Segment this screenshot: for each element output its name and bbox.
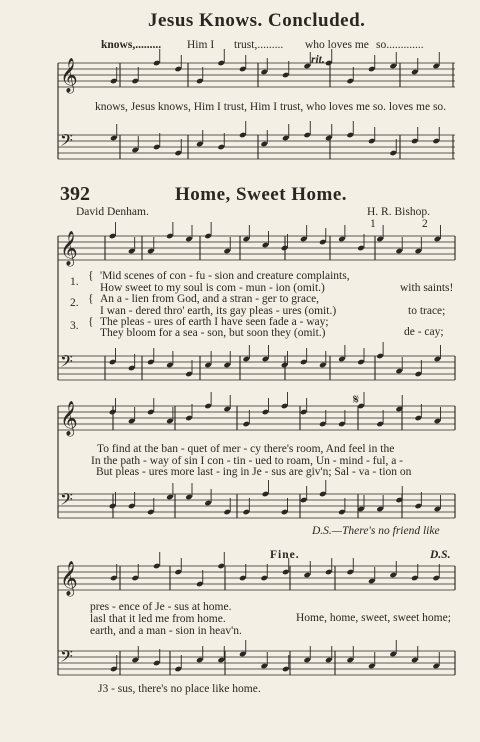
hymn-composer: H. R. Bishop. [367, 206, 430, 218]
verse-line-4: I wan - dered thro' earth, its gay pleas - ures (omit.) [100, 305, 337, 317]
sys4-line-2: lasl that it led me from home. [90, 613, 226, 625]
staff-1-treble [58, 49, 455, 94]
svg-text:𝄢: 𝄢 [60, 351, 73, 375]
verse-line-1-end: with saints! [400, 282, 454, 294]
svg-text:𝄞: 𝄞 [60, 231, 78, 266]
fine-marking: Fine. [270, 549, 300, 561]
sys4-line-3: earth, and a man - sion in heav'n. [90, 625, 242, 637]
staff-2-bass [58, 342, 455, 380]
verse-line-3: An a - lien from God, and a stran - ger to grace, [100, 293, 320, 305]
verse-line-1: 'Mid scenes of con - fu - sion and creature complaints, [100, 270, 350, 282]
staff-1-bass [58, 121, 455, 159]
top-word-trust: trust,......... [234, 39, 284, 51]
top-word-who-loves: who loves me [305, 39, 369, 51]
top-word-knows: knows,......... [101, 39, 162, 51]
top-word-so: so............. [376, 39, 424, 51]
hymn-number: 392 [60, 183, 90, 205]
verse-line-3-end: to trace; [408, 305, 446, 317]
verse-num-1: 1. [70, 276, 79, 288]
top-lyric: knows, Jesus knows, Him I trust, Him I trust, who loves me so. loves me so. [95, 101, 447, 113]
top-word-him-i: Him I [187, 39, 215, 51]
staff-2-treble [58, 222, 455, 267]
ds-note: D.S.—There's no friend like [312, 525, 440, 537]
volta-2: 2 [422, 218, 428, 230]
svg-text:𝄢: 𝄢 [60, 489, 73, 513]
staff-3-bass [58, 480, 455, 518]
svg-text:𝄞: 𝄞 [60, 401, 78, 436]
page-title: Jesus Knows. Concluded. [148, 10, 366, 31]
verse-line-5-end: de - cay; [404, 326, 444, 338]
staff-4-treble [58, 552, 455, 597]
staff-3-treble [58, 392, 455, 437]
sys3-line-3: But pleas - ures more last - ing in Je - sus are giv'n; Sal - va - tion on [96, 466, 412, 478]
bottom-lyric: J3 - sus, there's no place like home. [98, 683, 261, 695]
verse-line-5: The pleas - ures of earth I have seen fade a - way; [100, 316, 329, 328]
sys3-line-1: To find at the ban - quet of mer - cy there's room, And feel in the [97, 443, 395, 455]
staff-4-bass [58, 640, 455, 675]
sys4-line-1: pres - ence of Je - sus at home. [90, 601, 232, 613]
brace-2: { [88, 293, 94, 305]
sys3-line-2: In the path - way of sin I con - tin - ued to roam, Un - mind - ful, a - [91, 455, 404, 467]
verse-num-3: 3. [70, 320, 79, 332]
svg-text:𝄞: 𝄞 [60, 58, 78, 93]
rit-marking: rit. [311, 54, 325, 66]
brace-1: { [88, 270, 94, 282]
brace-3: { [88, 316, 94, 328]
hymn-title: Home, Sweet Home. [175, 184, 348, 205]
verse-line-6: They bloom for a sea - son, but soon they (omit.) [100, 327, 326, 339]
verse-line-2: How sweet to my soul is com - mun - ion (omit.) [100, 282, 325, 294]
volta-1: 1 [370, 218, 376, 230]
svg-text:𝄢: 𝄢 [60, 130, 73, 154]
verse-num-2: 2. [70, 297, 79, 309]
svg-text:𝄞: 𝄞 [60, 561, 78, 596]
hymn-author: David Denham. [76, 206, 149, 218]
segno-sign: 𝄋 [353, 393, 360, 408]
refrain-line: Home, home, sweet, sweet home; [296, 612, 451, 624]
svg-text:𝄢: 𝄢 [60, 646, 73, 670]
ds-marking: D.S. [430, 549, 451, 561]
